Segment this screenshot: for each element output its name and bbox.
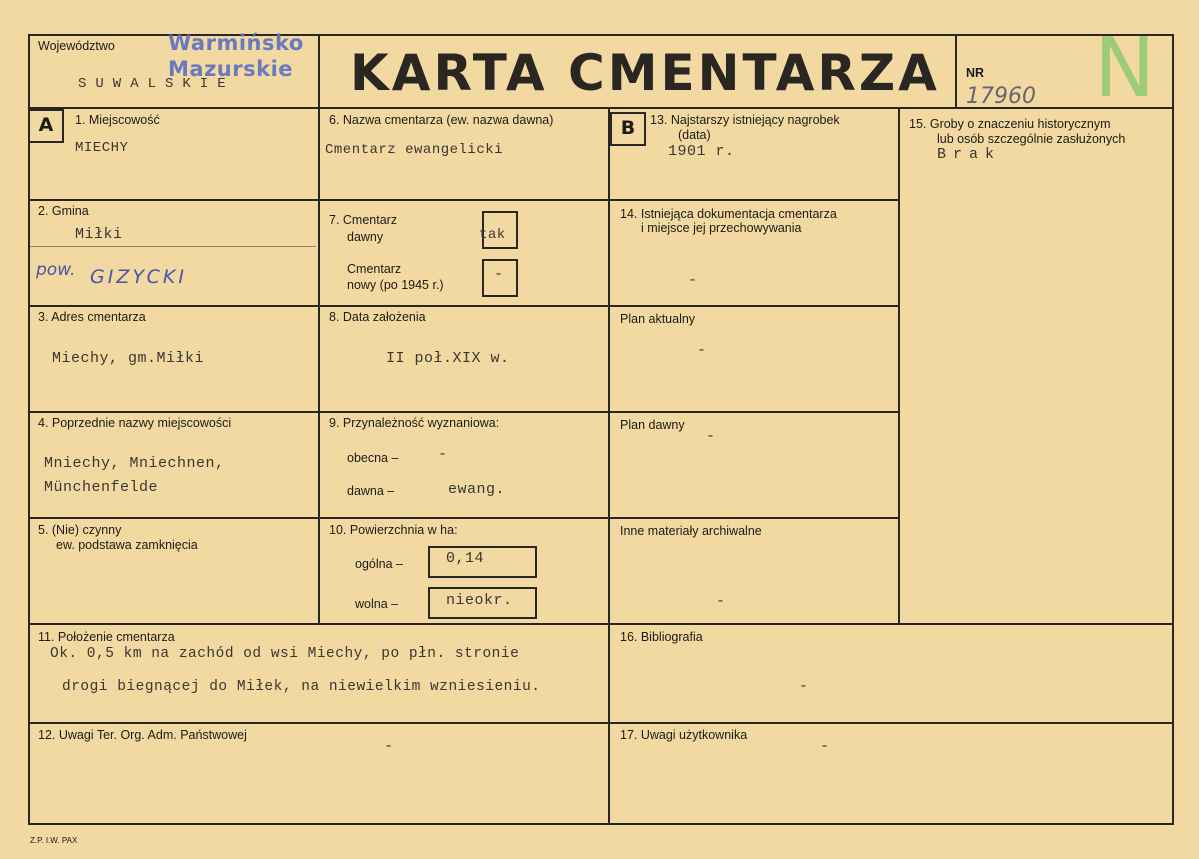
f4-value-2: Münchenfelde	[44, 479, 159, 496]
f15-value: Brak	[937, 146, 1002, 163]
f17-value: -	[820, 738, 830, 755]
rule	[28, 823, 1174, 825]
stamp-line-2: Mazurskie	[168, 57, 294, 81]
f10-wolna-label: wolna –	[355, 597, 399, 611]
plan-dawny-value: -	[706, 428, 716, 445]
f7-label: 7. Cmentarz	[329, 213, 398, 227]
f4-label: 4. Poprzednie nazwy miejscowości	[38, 416, 232, 430]
f8-value: II poł.XIX w.	[386, 350, 510, 367]
nr-value: 17960	[966, 84, 1036, 109]
rule	[1172, 34, 1174, 825]
f9-obecna-value: -	[438, 446, 448, 463]
f8-label: 8. Data założenia	[329, 310, 426, 324]
inne-label: Inne materiały archiwalne	[620, 524, 762, 538]
rule	[28, 411, 898, 413]
f6-label: 6. Nazwa cmentarza (ew. nazwa dawna)	[329, 113, 554, 127]
f9-dawna-value: ewang.	[448, 481, 506, 498]
f13-value: 1901 r.	[668, 143, 735, 160]
section-b-marker: B	[610, 112, 646, 146]
f14-label-1: 14. Istniejąca dokumentacja cmentarza	[620, 207, 837, 221]
region-stamp	[168, 30, 304, 82]
rule	[28, 34, 30, 825]
f5-label-1: 5. (Nie) czynny	[38, 523, 122, 537]
f7b-value: -	[494, 266, 504, 283]
f4-value-1: Mniechy, Mniechnen,	[44, 455, 225, 472]
inne-value: -	[716, 593, 726, 610]
wojewodztwo-label: Województwo	[38, 39, 115, 53]
f9-dawna-label: dawna –	[347, 484, 395, 498]
wojewodztwo-value: SUWALSKIE	[78, 76, 235, 92]
rule	[30, 246, 316, 247]
rule	[955, 34, 957, 107]
f1-label: 1. Miejscowość	[75, 113, 160, 127]
f12-value: -	[384, 738, 394, 755]
f13-label-1: 13. Najstarszy istniejący nagrobek	[650, 113, 840, 127]
f3-value: Miechy, gm.Miłki	[52, 350, 205, 367]
f11-label: 11. Położenie cmentarza	[38, 630, 175, 644]
rule	[28, 305, 898, 307]
f2-label: 2. Gmina	[38, 204, 89, 218]
f2-hand-pow: pow.	[36, 260, 76, 280]
rule	[28, 623, 1174, 625]
f10-ogolna-value: 0,14	[446, 550, 485, 567]
f16-label: 16. Bibliografia	[620, 630, 703, 644]
rule	[898, 107, 900, 623]
f16-value: -	[799, 678, 809, 695]
f1-value: MIECHY	[75, 140, 129, 156]
f10-wolna-value: nieokr.	[446, 592, 513, 609]
rule	[608, 107, 610, 823]
f15-label-2: lub osób szczególnie zasłużonych	[937, 132, 1126, 146]
rule	[610, 199, 898, 201]
f7-sub: dawny	[347, 230, 384, 244]
f14-value: -	[688, 272, 698, 289]
f2-hand-powiat: GIZYCKI	[90, 266, 187, 288]
f10-ogolna-label: ogólna –	[355, 557, 403, 571]
f6-value: Cmentarz ewangelicki	[325, 142, 504, 158]
plan-aktualny-value: -	[697, 342, 707, 359]
f10-label: 10. Powierzchnia w ha:	[329, 523, 458, 537]
stamp-line-1: Warmińsko	[168, 31, 304, 55]
f7-value: tak	[479, 227, 506, 243]
f11-value-1: Ok. 0,5 km na zachód od wsi Miechy, po płn. stronie	[50, 646, 520, 662]
f15-label-1: 15. Groby o znaczeniu historycznym	[909, 117, 1111, 131]
f7b-label: Cmentarz	[347, 262, 402, 276]
f2-value: Miłki	[75, 226, 123, 243]
f12-label: 12. Uwagi Ter. Org. Adm. Państwowej	[38, 728, 247, 742]
section-a-marker: A	[28, 109, 64, 143]
rule	[318, 34, 320, 623]
n-mark: N	[1094, 21, 1156, 116]
nr-label: NR	[966, 66, 985, 80]
page-title: KARTA CMENTARZA	[350, 44, 940, 102]
f17-label: 17. Uwagi użytkownika	[620, 728, 748, 742]
f5-label-2: ew. podstawa zamknięcia	[56, 538, 198, 552]
f3-label: 3. Adres cmentarza	[38, 310, 146, 324]
plan-aktualny-label: Plan aktualny	[620, 312, 696, 326]
f13-label-2: (data)	[678, 128, 711, 142]
rule	[28, 517, 898, 519]
printer-mark: Z.P. I.W. PAX	[30, 836, 78, 845]
plan-dawny-label: Plan dawny	[620, 418, 685, 432]
f14-label-2: i miejsce jej przechowywania	[641, 221, 802, 235]
rule	[28, 722, 1174, 724]
f7b-sub: nowy (po 1945 r.)	[347, 278, 444, 292]
f11-value-2: drogi biegnącej do Miłek, na niewielkim wzniesieniu.	[62, 679, 541, 695]
f9-obecna-label: obecna –	[347, 451, 399, 465]
f9-label: 9. Przynależność wyznaniowa:	[329, 416, 500, 430]
